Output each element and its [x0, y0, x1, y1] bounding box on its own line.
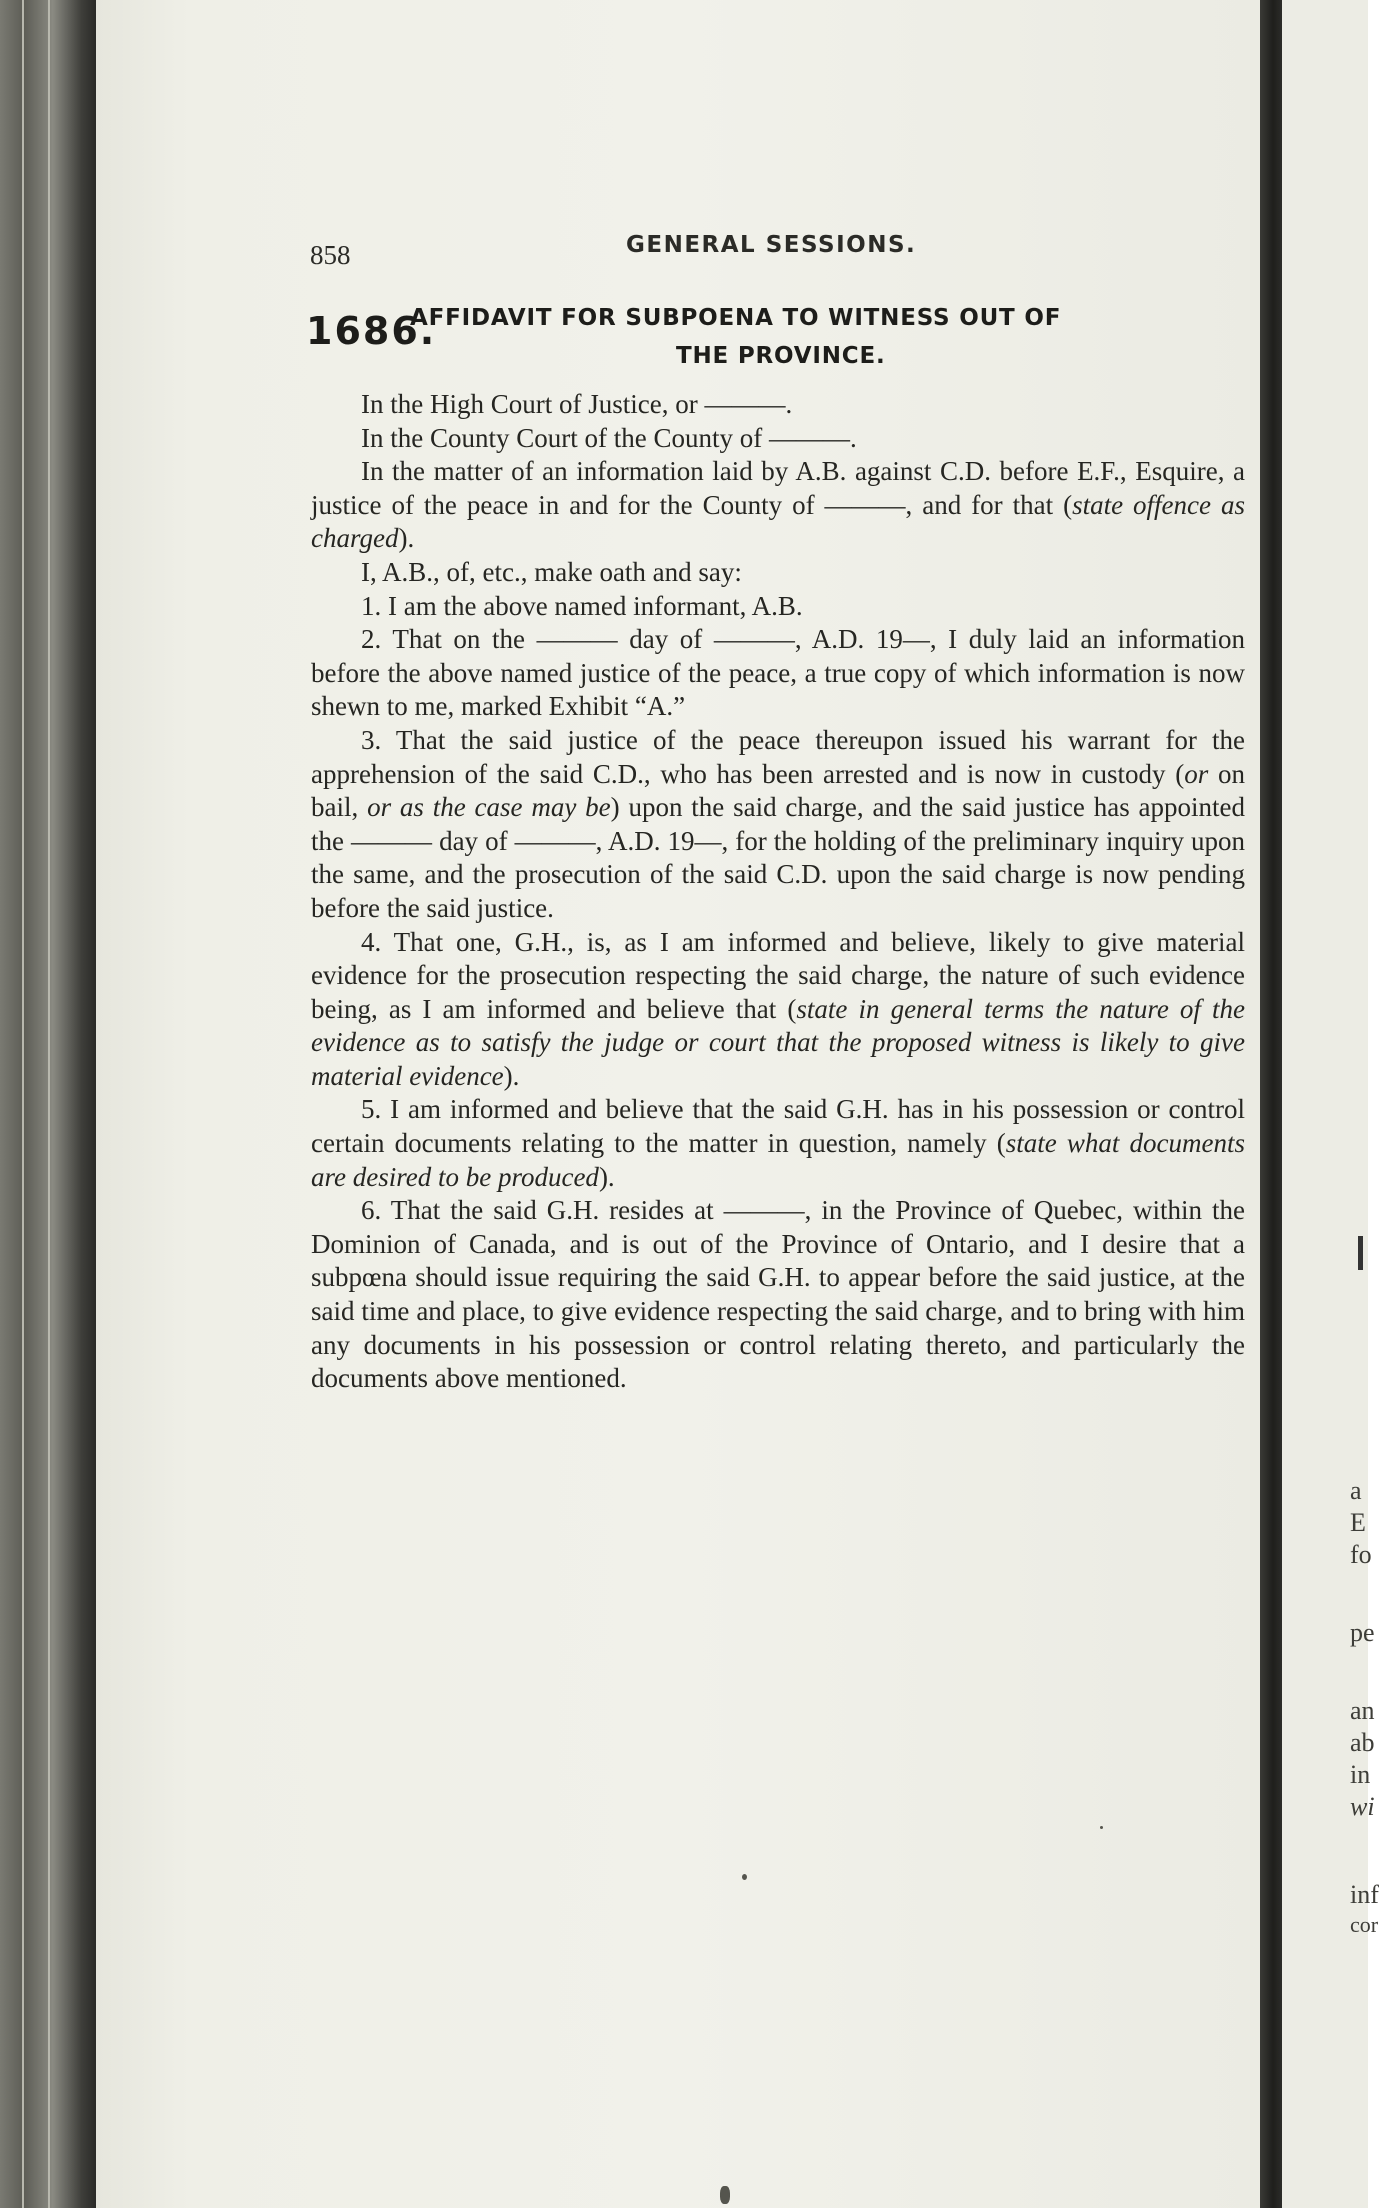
paragraph-3-text: ) upon the said charge, and the said justice has appointed the ——— day of ———, A.D. 19—, for the holding of the preliminary inquiry upon the same, and the prosecution of the said C.D. upon the said charge is now pending before the said justice.	[311, 792, 1245, 923]
running-title: GENERAL SESSIONS.	[626, 232, 917, 258]
paragraph-3	[311, 724, 1245, 926]
paragraph-3-italic: or as the case may be	[367, 792, 611, 823]
adjacent-page-fragment: cor	[1350, 1912, 1379, 1937]
adjacent-page-fragment: wi	[1350, 1792, 1375, 1821]
scan-left-edge	[0, 0, 96, 2208]
paragraph-3-italic: or	[1184, 758, 1209, 789]
paragraph-6: 6. That the said G.H. resides at ———, in the Province of Quebec, within the Dominion of Canada, and is out of the Province of Ontario, and I desire that a subpœna should issue requiring the said G.H. to appear before the said justice, at the said time and place, to give evidence respecting the said charge, and to bring with him any documents in his possession or control relating thereto, and particularly the documents above mentioned.	[311, 1195, 1245, 1394]
matter-paragraph	[311, 455, 1245, 556]
paragraph-5	[311, 1093, 1245, 1194]
paragraph-5-text-end: ).	[598, 1161, 615, 1192]
adjacent-page-fragment: a	[1350, 1476, 1362, 1505]
paragraph-5-text: 5. I am informed and believe that the said G.H. has in his possession or control certain documents relating to the matter in question, namely (	[311, 1094, 1245, 1159]
paragraph-4-italic: state in general terms the nature of the evidence as to satisfy the judge or court that the proposed witness is likely to give material evidence	[311, 993, 1245, 1091]
page-number: 858	[310, 240, 351, 270]
running-header	[310, 232, 1260, 272]
oath-line: I, A.B., of, etc., make oath and say:	[361, 556, 742, 587]
paragraph-1: 1. I am the above named informant, A.B.	[361, 590, 803, 621]
paragraph-4-text-end: ).	[503, 1060, 520, 1091]
speck	[720, 2186, 730, 2204]
section-number: 1686.	[306, 309, 437, 353]
adjacent-page-fragment: E	[1350, 1508, 1366, 1537]
paragraph-2: 2. That on the ——— day of ———, A.D. 19—, I duly laid an information before the above named justice of the peace, a true copy of which information is now shewn to me, marked Exhibit “A.”	[311, 624, 1245, 722]
court-line-2: In the County Court of the County of ———.	[361, 422, 857, 453]
matter-text: In the matter of an information laid by A.B. against C.D. before E.F., Esquire, a justice of the peace in and for the County of ———, and for that (	[311, 456, 1245, 520]
adjacent-page-fragment: in	[1350, 1760, 1371, 1789]
margin-mark	[1358, 1236, 1363, 1270]
adjacent-page-fragment: an	[1350, 1696, 1375, 1725]
adjacent-page-fragment: ab	[1350, 1728, 1375, 1757]
speck	[742, 1874, 747, 1880]
adjacent-page-edge	[1282, 0, 1379, 2208]
adjacent-page-fragment: fo	[1350, 1540, 1372, 1569]
page-edge-line	[48, 0, 50, 2208]
speck	[1100, 1826, 1103, 1829]
adjacent-page-fragment: inf	[1350, 1880, 1379, 1909]
paragraph-3-text: 3. That the said justice of the peace thereupon issued his warrant for the apprehension of the said C.D., who has been arrested and is now in custody (	[311, 724, 1245, 789]
section-title-line-1: AFFIDAVIT FOR SUBPOENA TO WITNESS OUT OF	[410, 305, 1062, 331]
matter-text-end: ).	[398, 523, 415, 554]
paragraph-4-text: 4. That one, G.H., is, as I am informed and believe, likely to give material evidence for the prosecution respecting the said charge, the nature of such evidence being, as I am informed and believe that (	[311, 926, 1245, 1024]
matter-italic: state offence as charged	[311, 489, 1245, 554]
page-edge-line	[22, 0, 24, 2208]
paragraph-5-italic: state what documents are desired to be produced	[311, 1128, 1245, 1192]
paragraph-3-text: on bail,	[311, 758, 1245, 823]
adjacent-page-fragment: pe	[1350, 1618, 1375, 1647]
book-binding-shadow	[1260, 0, 1282, 2208]
court-line-1: In the High Court of Justice, or ———.	[361, 389, 793, 419]
paragraph-4	[311, 926, 1245, 1094]
section-title-line-2: THE PROVINCE.	[676, 343, 886, 369]
affidavit-body	[311, 388, 1245, 1396]
